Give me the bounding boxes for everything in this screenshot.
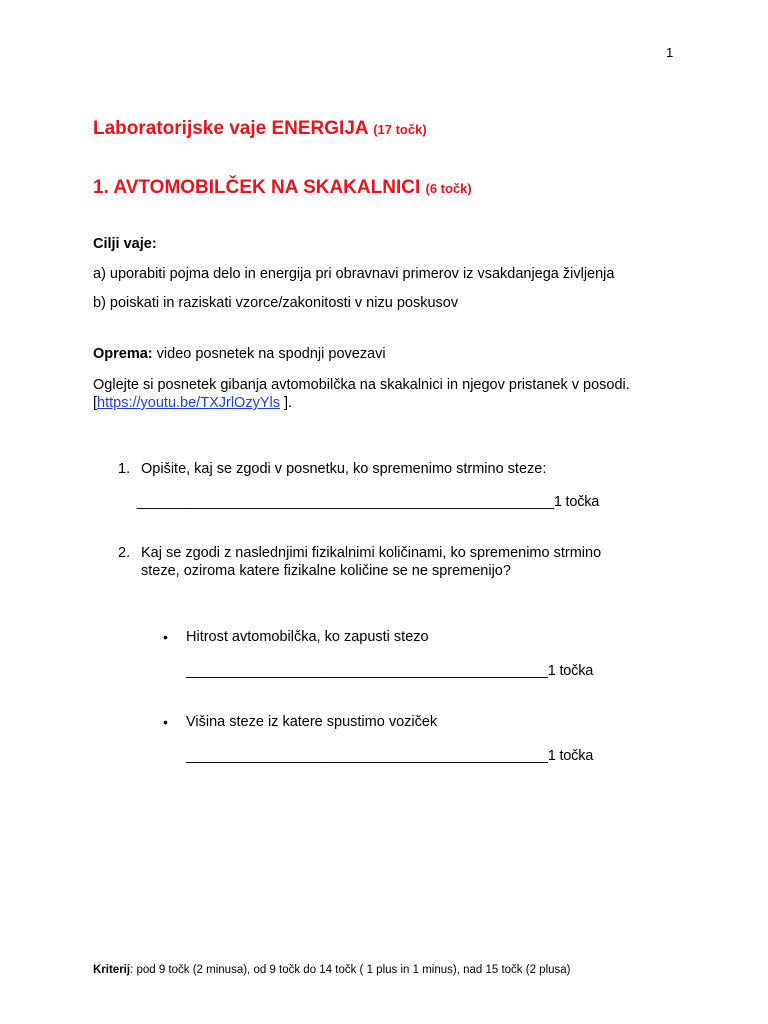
question-1-answer	[137, 494, 599, 510]
page-number: 1	[666, 45, 674, 60]
question-2-number: 2.	[118, 545, 131, 561]
subitem-height-answer	[186, 748, 593, 764]
points-label: 1 točka	[547, 748, 594, 764]
document-title	[93, 118, 427, 140]
question-1-number: 1.	[118, 461, 131, 477]
title-text: Laboratorijske vaje ENERGIJA	[93, 118, 374, 139]
equipment-label: Oprema:	[93, 346, 153, 362]
answer-line: ______________________________________________	[186, 748, 548, 764]
question-2-text-line-2: steze, oziroma katere fizikalne količine se ne spremenijo?	[141, 563, 511, 579]
section-heading	[93, 177, 472, 199]
goal-item-b: b) poiskati in raziskati vzorce/zakonitosti v nizu poskusov	[93, 295, 459, 311]
goals-label: Cilji vaje:	[93, 236, 157, 252]
section-heading-text: 1. AVTOMOBILČEK NA SKAKALNICI	[93, 177, 426, 198]
link-open-bracket: [	[93, 395, 98, 411]
question-1-text: Opišite, kaj se zgodi v posnetku, ko spremenimo strmino steze:	[141, 461, 547, 477]
footer-text: : pod 9 točk (2 minusa), od 9 točk do 14 točk ( 1 plus in 1 minus), nad 15 točk (2 plusa)	[130, 964, 571, 976]
instructions-line-2	[93, 395, 292, 411]
title-points: (17 točk)	[373, 122, 427, 137]
answer-line: _____________________________________________________	[137, 494, 554, 510]
question-2-text-line-1: Kaj se zgodi z naslednjimi fizikalnimi količinami, ko spremenimo strmino	[141, 545, 602, 561]
bullet-icon: •	[163, 714, 168, 730]
subitem-speed-text: Hitrost avtomobilčka, ko zapusti stezo	[186, 629, 429, 645]
points-label: 1 točka	[547, 663, 594, 679]
footer-criteria	[93, 964, 571, 976]
goal-item-a: a) uporabiti pojma delo in energija pri obravnavi primerov iz vsakdanjega življenja	[93, 266, 615, 282]
equipment-line	[93, 346, 386, 362]
points-label: 1 točka	[553, 494, 600, 510]
answer-line: ______________________________________________	[186, 663, 548, 679]
instructions-line-1: Oglejte si posnetek gibanja avtomobilčka na skakalnici in njegov pristanek v posodi.	[93, 377, 630, 393]
footer-label: Kriterij	[93, 964, 131, 976]
subitem-speed-answer	[186, 663, 593, 679]
section-points: (6 točk)	[425, 181, 472, 196]
subitem-height-text: Višina steze iz katere spustimo voziček	[186, 714, 438, 730]
video-link[interactable]: https://youtu.be/TXJrlOzyYls	[97, 395, 280, 411]
bullet-icon: •	[163, 629, 168, 645]
link-close-bracket: ].	[279, 395, 293, 411]
equipment-text: video posnetek na spodnji povezavi	[152, 346, 386, 362]
